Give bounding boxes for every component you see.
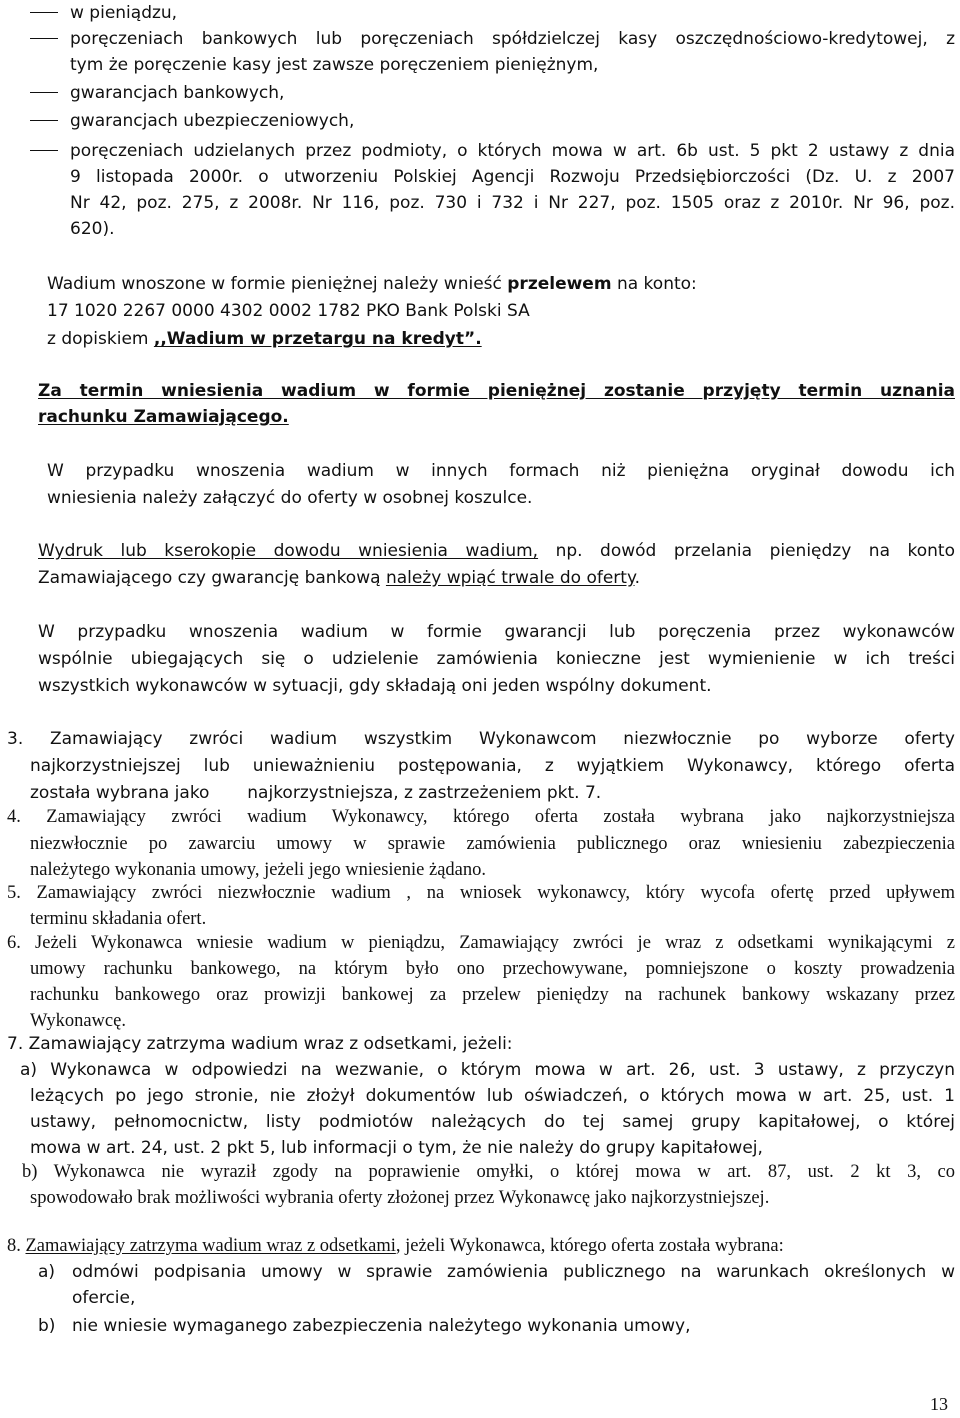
paragraph-line: Zamawiającego czy gwarancję bankową należy wpiąć trwale do oferty. — [38, 568, 640, 588]
list-item-text: poręczeniach bankowych lub poręczeniach spółdzielczej kasy oszczędnościowo-kredytowej, z — [70, 29, 955, 49]
paragraph-line: wniesienia należy załączyć do oferty w osobnej koszulce. — [47, 488, 533, 508]
paragraph-line: 4. Zamawiający zwróci wadium Wykonawcy, którego oferta została wybrana jako najkorzystniejsza — [7, 807, 955, 827]
item-label: b) — [38, 1316, 56, 1336]
paragraph-line: nie wniesie wymaganego zabezpieczenia należytego wykonania umowy, — [72, 1316, 691, 1336]
list-item-text: Nr 42, poz. 275, z 2008r. Nr 116, poz. 730 i 732 i Nr 227, poz. 1505 oraz z 2010r. Nr 96, poz. — [70, 193, 955, 213]
dash-bullet — [30, 12, 58, 13]
paragraph-line: Wykonawcę. — [30, 1011, 126, 1031]
dash-bullet — [30, 38, 58, 39]
list-item-text: gwarancjach bankowych, — [70, 83, 285, 103]
paragraph-line: 3. Zamawiający zwróci wadium wszystkim Wykonawcom niezwłocznie po wyborze oferty — [7, 729, 955, 749]
paragraph-line: najkorzystniejszej lub unieważnieniu postępowania, z wyjątkiem Wykonawcy, którego oferta — [30, 756, 955, 776]
paragraph-line: ustawy, pełnomocnictw, listy podmiotów należących do tej samej grupy kapitałowej, o której — [30, 1112, 955, 1132]
dash-bullet — [30, 150, 58, 151]
paragraph-line: W przypadku wnoszenia wadium w innych formach niż pieniężna oryginał dowodu ich — [47, 461, 955, 481]
transfer-title: ,,Wadium w przetargu na kredyt”. — [153, 329, 482, 349]
deadline-line: Za termin wniesienia wadium w formie pieniężnej zostanie przyjęty termin uznania — [38, 381, 955, 401]
paragraph-line: b) Wykonawca nie wyraził zgody na poprawienie omyłki, o której mowa w art. 87, ust. 2 kt 3, co — [22, 1162, 955, 1182]
page-number: 13 — [930, 1394, 948, 1414]
paragraph-line: rachunku bankowego oraz prowizji bankowej za przelew pieniędzy na rachunek bankowy wskazany przez — [30, 985, 955, 1005]
paragraph-line: należytego wykonania umowy, jeżeli jego wniesienie żądano. — [30, 860, 486, 880]
paragraph-line: wszystkich wykonawców w sytuacji, gdy składają oni jeden wspólny dokument. — [38, 676, 712, 696]
paragraph-line: mowa w art. 24, ust. 2 pkt 5, lub informacji o tym, że nie należy do grupy kapitałowej, — [30, 1138, 763, 1158]
point-8-heading: 8. Zamawiający zatrzyma wadium wraz z odsetkami, jeżeli Wykonawca, którego oferta została wybrana: — [7, 1236, 784, 1256]
paragraph-line: spowodowało brak możliwości wybrania oferty złożonej przez Wykonawcę jako najkorzystniejszej. — [30, 1188, 770, 1208]
paragraph-line: wspólnie ubiegających się o udzielenie zamówienia konieczne jest wymienienie w ich treści — [38, 649, 955, 669]
paragraph-line: umowy rachunku bankowego, na którym było ono przechowywane, pomniejszone o koszty prowadzenia — [30, 959, 955, 979]
paragraph-line: a) Wykonawca w odpowiedzi na wezwanie, o którym mowa w art. 26, ust. 3 ustawy, z przyczyn — [20, 1060, 955, 1080]
list-item-text: w pieniądzu, — [70, 3, 178, 23]
deadline-line: rachunku Zamawiającego. — [38, 407, 289, 427]
paragraph-line: niezwłocznie po zawarciu umowy w sprawie zamówienia publicznego oraz wniesieniu zabezpieczenia — [30, 834, 955, 854]
list-item-text: 620). — [70, 219, 115, 239]
bank-account-number: 17 1020 2267 0000 4302 0002 1782 PKO Bank Polski SA — [47, 301, 530, 321]
transfer-title-line: z dopiskiem ,,Wadium w przetargu na kredyt”. — [47, 329, 482, 349]
paragraph-line: odmówi podpisania umowy w sprawie zamówienia publicznego na warunkach określonych w — [72, 1262, 955, 1282]
paragraph-line: terminu składania ofert. — [30, 909, 207, 929]
wadium-transfer-line: Wadium wnoszone w formie pieniężnej należy wnieść przelewem na konto: — [47, 274, 697, 294]
paragraph-line: W przypadku wnoszenia wadium w formie gwarancji lub poręczenia przez wykonawców — [38, 622, 955, 642]
paragraph-line: 5. Zamawiający zwróci niezwłocznie wadium , na wniosek wykonawcy, który wycofa ofertę przed upływem — [7, 883, 955, 903]
paragraph-line: leżących po jego stronie, nie złożył dokumentów lub oświadczeń, o których mowa w art. 25, ust. 1 — [30, 1086, 955, 1106]
item-label: a) — [38, 1262, 56, 1282]
list-item-text: gwarancjach ubezpieczeniowych, — [70, 111, 355, 131]
transfer-emphasis: przelewem — [507, 274, 612, 294]
list-item-text: tym że poręczenie kasy jest zawsze poręczeniem pieniężnym, — [70, 55, 599, 75]
point-7-heading: 7. Zamawiający zatrzyma wadium wraz z odsetkami, jeżeli: — [7, 1034, 513, 1054]
paragraph-line: 6. Jeżeli Wykonawca wniesie wadium w pieniądzu, Zamawiający zwróci je wraz z odsetkami wynikającymi z — [7, 933, 955, 953]
list-item-text: poręczeniach udzielanych przez podmioty, o których mowa w art. 6b ust. 5 pkt 2 ustawy z dnia — [70, 141, 955, 161]
dash-bullet — [30, 120, 58, 121]
paragraph-line: ofercie, — [72, 1288, 136, 1308]
paragraph-line: Wydruk lub kserokopie dowodu wniesienia wadium, np. dowód przelania pieniędzy na konto — [38, 541, 955, 561]
paragraph-line: została wybrana jako najkorzystniejsza, z zastrzeżeniem pkt. 7. — [30, 783, 602, 803]
list-item-text: 9 listopada 2000r. o utworzeniu Polskiej Agencji Rozwoju Przedsiębiorczości (Dz. U. z 2007 — [70, 167, 955, 187]
dash-bullet — [30, 92, 58, 93]
